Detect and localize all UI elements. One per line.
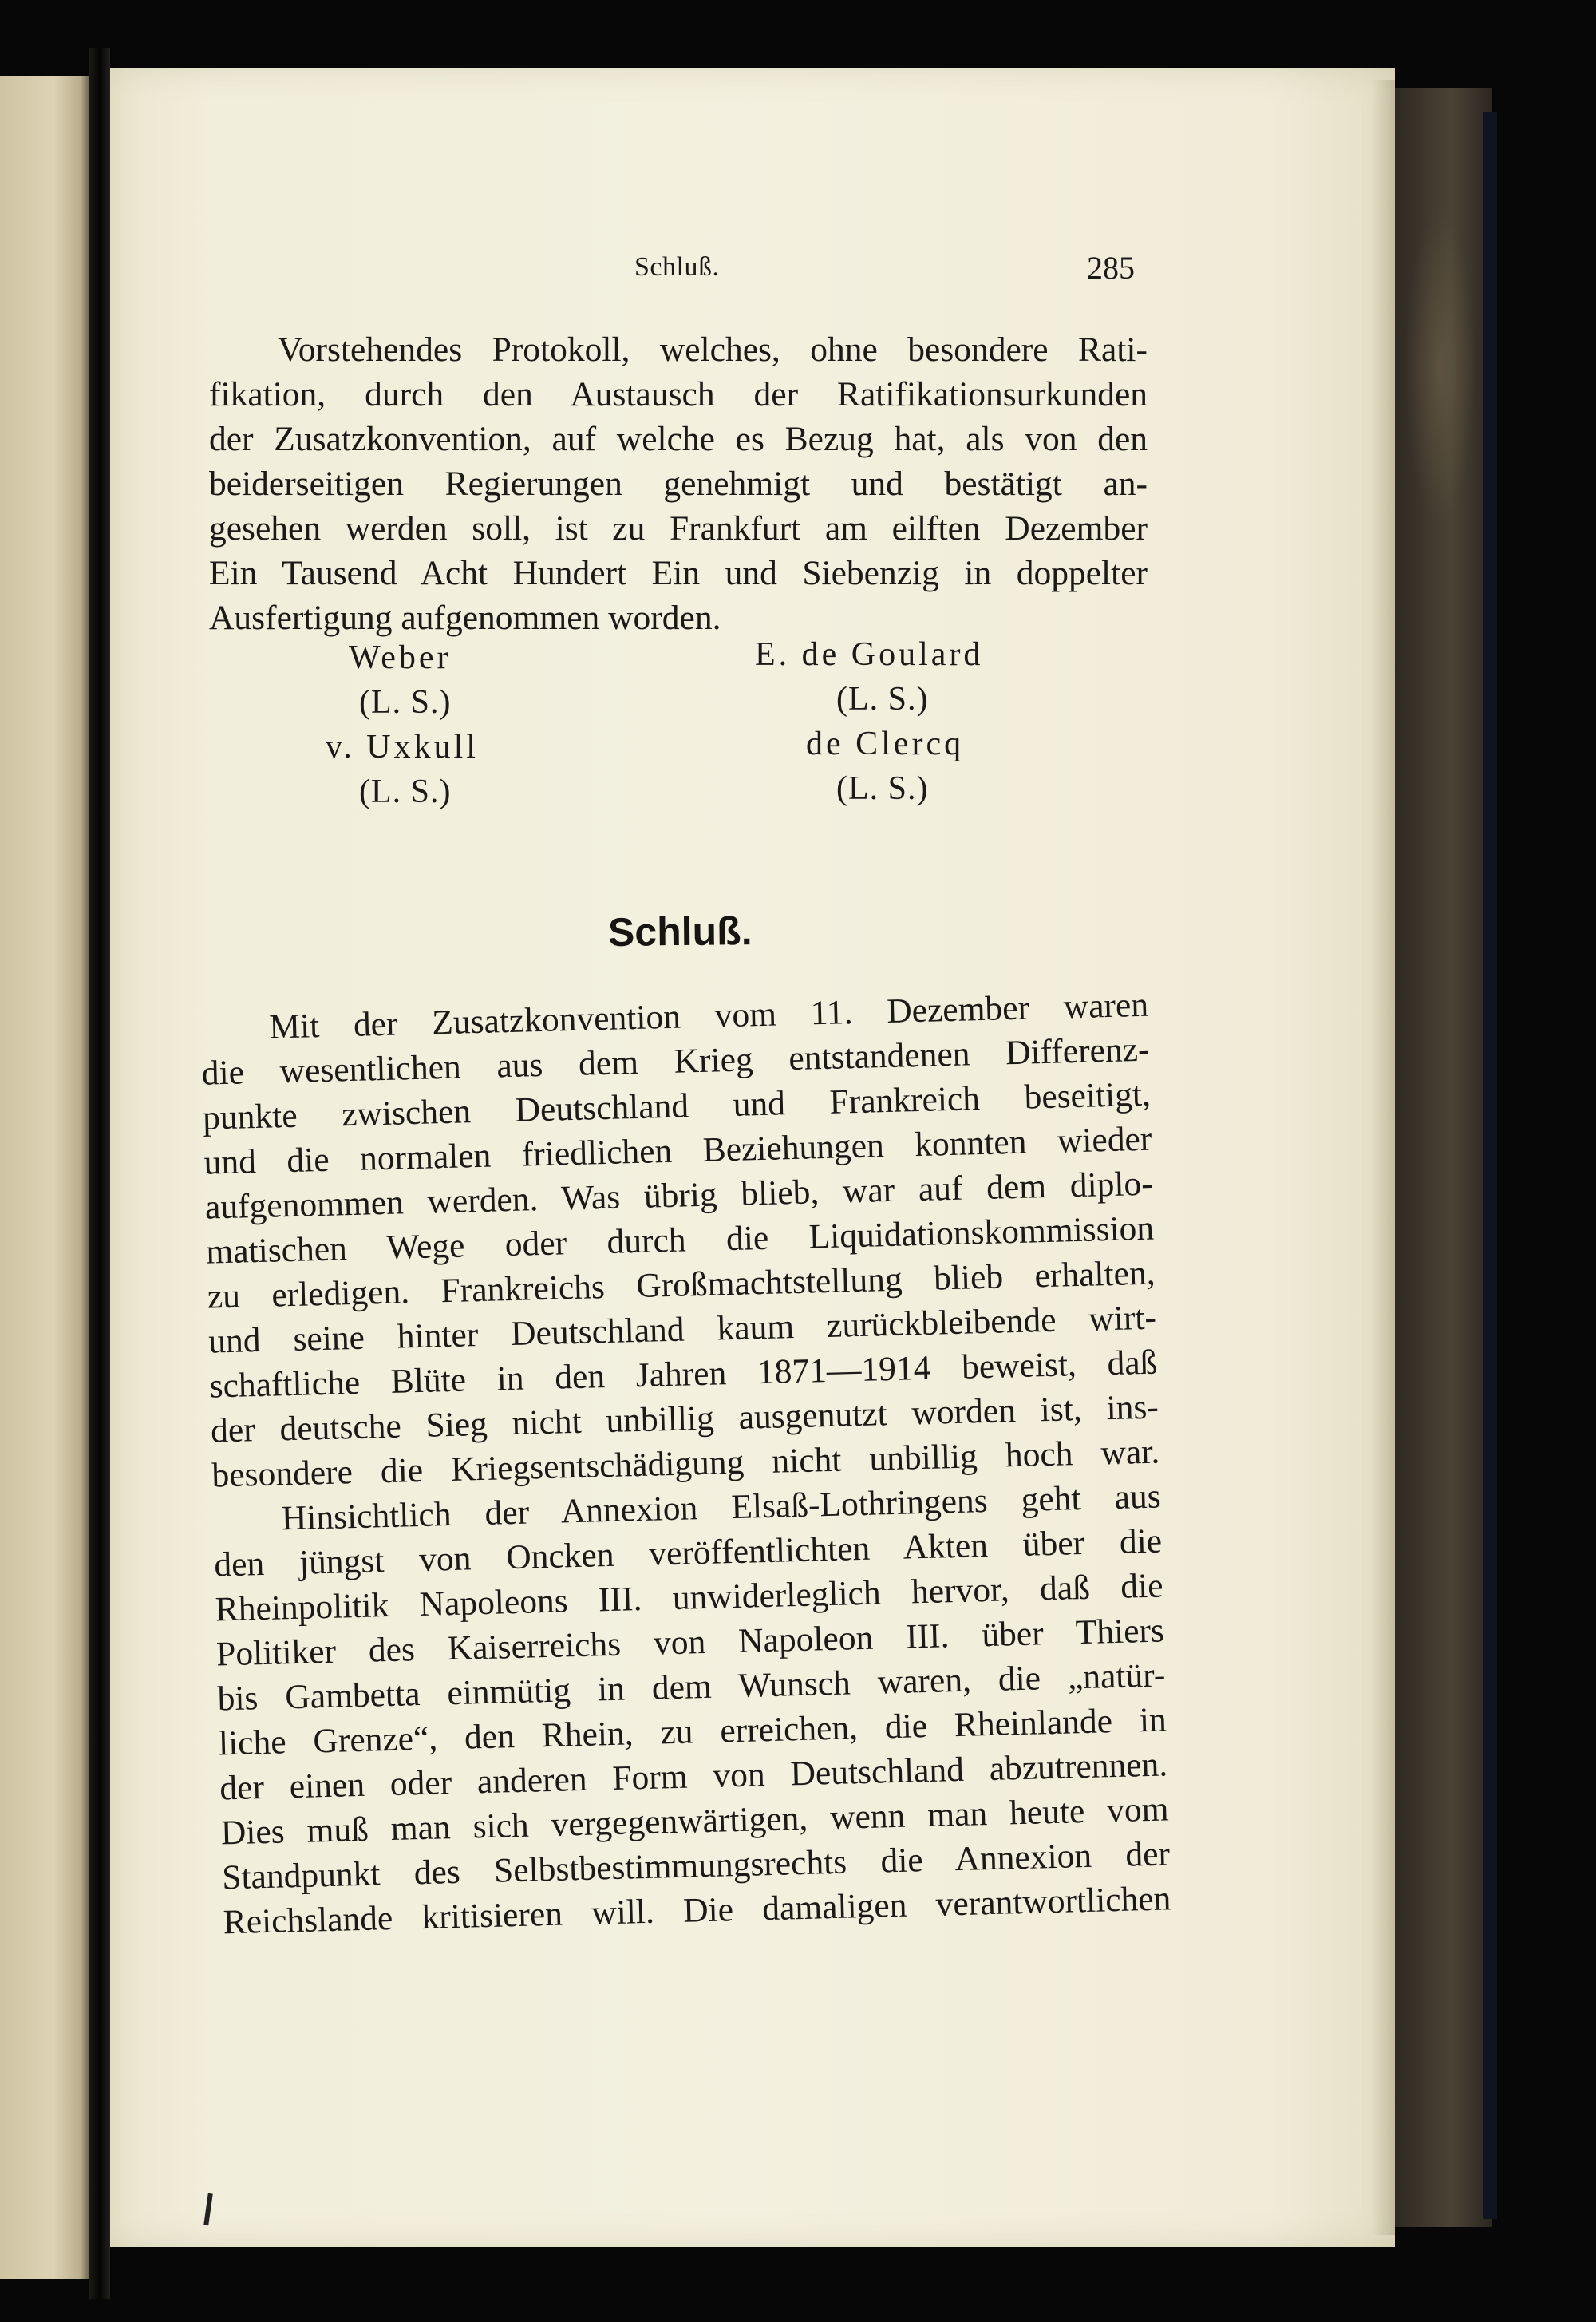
seal-mark: (L. S.): [836, 770, 929, 807]
text-line: Dies muß man sich vergegenwärtigen, wenn man heute vom: [220, 1790, 1170, 1853]
signatory-name: de Clercq: [806, 726, 965, 762]
text-line: zu erledigen. Frankreichs Großmachtstellung blieb erhalten,: [207, 1253, 1156, 1316]
text-line: fikation, durch den Austausch der Ratifikationsurkunden: [209, 375, 1148, 413]
signatory-name: Weber: [349, 639, 452, 676]
text-line: Hinsichtlich der Annexion Elsaß-Lothringens geht aus: [281, 1477, 1162, 1538]
text-line: der Zusatzkonvention, auf welche es Bezug hat, als von den: [209, 420, 1148, 458]
seal-mark: (L. S.): [359, 773, 452, 810]
text-line: Reichslande kritisieren will. Die damaligen verantwortlichen: [223, 1879, 1171, 1942]
seal-mark: (L. S.): [836, 681, 929, 718]
text-line: und seine hinter Deutschland kaum zurückbleibende wirt-: [207, 1298, 1157, 1361]
text-line: der einen oder anderen Form von Deutschland abzutrennen.: [219, 1745, 1168, 1808]
section-heading: Schluß.: [607, 908, 753, 955]
text-line: Ausfertigung aufgenommen worden.: [209, 599, 721, 637]
running-title: Schluß.: [634, 252, 720, 282]
text-line: gesehen werden soll, ist zu Frankfurt am eilften Dezember: [209, 509, 1148, 548]
text-line: Rheinpolitik Napoleons III. unwiderleglich hervor, daß die: [215, 1566, 1164, 1629]
text-line: schaftliche Blüte in den Jahren 1871—1914 beweist, daß: [209, 1343, 1158, 1406]
text-line: Standpunkt des Selbstbestimmungsrechts die Annexion der: [221, 1834, 1171, 1897]
text-line: bis Gambetta einmütig in dem Wunsch waren, die „natür-: [217, 1655, 1166, 1719]
seal-mark: (L. S.): [359, 684, 452, 721]
signatory-name: v. Uxkull: [326, 729, 479, 765]
text-line: Vorstehendes Protokoll, welches, ohne besondere Rati-: [278, 330, 1148, 369]
text-line: den jüngst von Oncken veröffentlichten Akten über die: [213, 1521, 1163, 1584]
text-line: besondere die Kriegsentschädigung nicht unbillig hoch war.: [211, 1432, 1160, 1495]
text-line: beiderseitigen Regierungen genehmigt und bestätigt an-: [209, 465, 1148, 503]
text-line: und die normalen friedlichen Beziehungen konnten wieder: [203, 1119, 1152, 1182]
signatory-name: E. de Goulard: [755, 636, 984, 673]
text-line: matischen Wege oder durch die Liquidationskommission: [205, 1208, 1155, 1272]
page-number: 285: [1087, 250, 1135, 286]
text-line: die wesentlichen aus dem Krieg entstandenen Differenz-: [201, 1030, 1151, 1093]
text-line: der deutsche Sieg nicht unbillig ausgenutzt worden ist, ins-: [210, 1387, 1159, 1450]
text-line: punkte zwischen Deutschland und Frankreich beseitigt,: [202, 1074, 1152, 1137]
text-line: Politiker des Kaiserreichs von Napoleon III. über Thiers: [215, 1611, 1165, 1674]
text-line: liche Grenze“, den Rhein, zu erreichen, die Rheinlande in: [218, 1700, 1167, 1763]
text-line: aufgenommen werden. Was übrig blieb, war auf dem diplo-: [204, 1164, 1154, 1227]
text-line: Ein Tausend Acht Hundert Ein und Siebenzig in doppelter: [209, 554, 1148, 592]
text-line: Mit der Zusatzkonvention vom 11. Dezember waren: [268, 985, 1149, 1046]
